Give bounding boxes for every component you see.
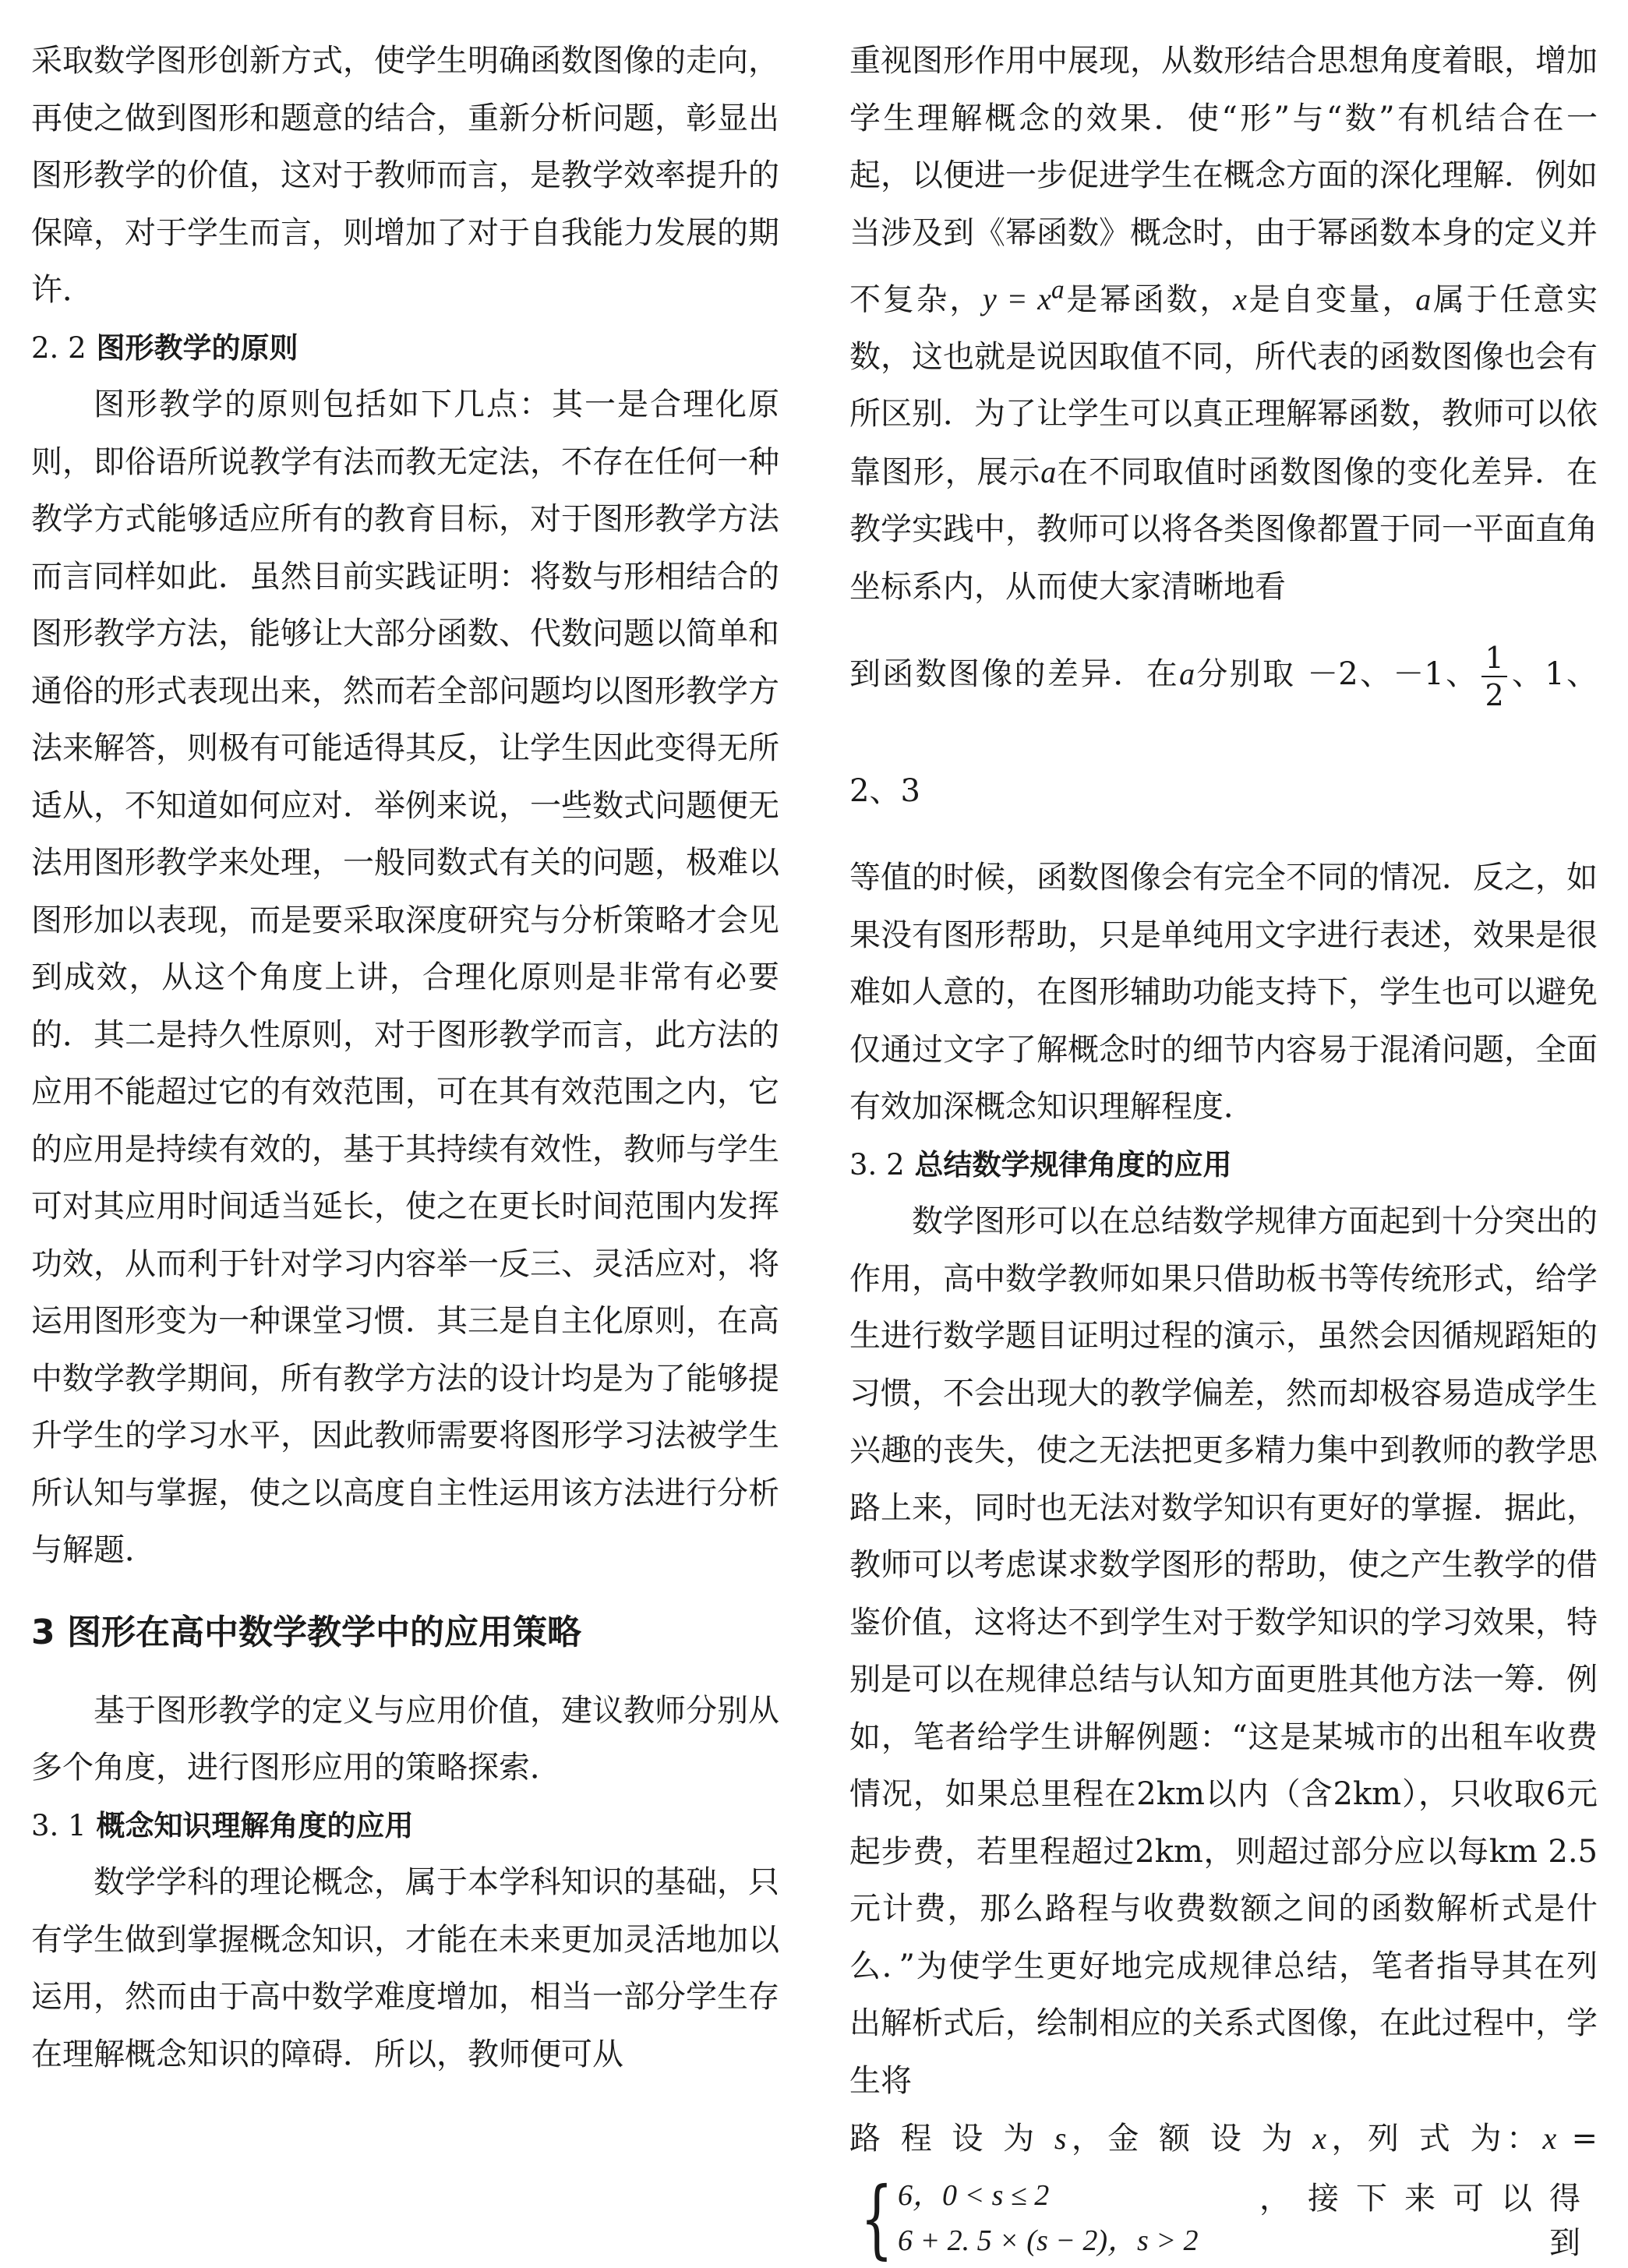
paragraph-text: 数学图形可以在总结数学规律方面起到十分突出的作用，高中数学教师如果只借助板书等传统形式，给学生进行数学题目证明过程的演示，虽然会因循规蹈矩的习惯，不会出现大的教学偏差，然而却极容易造成学生兴趣的丧失，使之无法把更多精力集中到教师的教学思路上来，同时也无法对数学知识有更好的掌握．据此，教师可以考虑谋求数学图形的帮助，使之产生教学的借鉴价值，这将达不到学生对于数学知识的学习效果，特别是可以在规律总结与认知方面更胜其他方法一筹．例如，笔者给学生讲解例题：“这是某城市的出租车收费情况，如果总里程在2km以内（含2km），只收取6元起步费，若里程超过2km，则超过部分应以每km 2.5元计费，那么路程与收费数额之间的函数解析式是什么．”为使学生更好地完成规律总结，笔者指导其在列出解析式后，绘制相应的关系式图像，在此过程中，学生将 xyxy=(849,1203,1598,2099)
paragraph-text xyxy=(849,33,1598,616)
paragraph xyxy=(31,1854,779,2083)
case-line: 6，0 < s ≤ 2 xyxy=(898,2178,1050,2212)
text-run: 属于任意实数，这也就是说因取值不同，所代表的函数图像也会有所区别．为了让学生可以真正理解幂函数，教师可以依靠图形，展示 xyxy=(849,281,1598,490)
text-run: 是幂函数， xyxy=(1064,281,1234,318)
paragraph xyxy=(31,376,779,1580)
section-heading-3-2 xyxy=(849,1136,1598,1194)
left-brace-icon: { xyxy=(860,2167,893,2268)
math-variable: x xyxy=(1312,2121,1327,2157)
text-run: 路 程 设 为 xyxy=(849,2121,1040,2157)
section-heading-3 xyxy=(31,1609,779,1656)
text-run: 重视图形作用中展现，从数形结合思想角度着眼，增加学生理解概念的效果．使“形”与“数”有机结合在一起，以便进一步促进学生在概念方面的深化理解．例如当涉及到《幂函数》概念时，由于幂函数本身的定义并不复杂， xyxy=(849,43,1598,318)
math-variable: a xyxy=(1415,281,1432,317)
fraction xyxy=(1481,641,1506,713)
paragraph xyxy=(849,33,1598,1136)
paragraph-text xyxy=(849,2110,1598,2168)
text-run: 分别取 －2、－1、 xyxy=(1195,656,1479,693)
text-run: 在不同取值时函数图像的变化差异．在教学实践中，教师可以将各类图像都置于同一平面直角坐标系内，从而使大家清晰地看 xyxy=(849,454,1598,605)
left-column xyxy=(31,33,779,2083)
text-run: = xyxy=(1556,2121,1598,2157)
piecewise-formula xyxy=(849,2167,1598,2268)
fraction-denominator: 2 xyxy=(1485,678,1504,713)
math-variable: x xyxy=(1233,281,1247,317)
paragraph-text xyxy=(849,616,1598,850)
text-run: 到函数图像的差异．在 xyxy=(849,656,1180,693)
section-number: 3 xyxy=(31,1612,55,1652)
text-run: 是自变量， xyxy=(1246,281,1416,318)
math-variable: a xyxy=(1179,656,1195,692)
exponent: a xyxy=(1051,276,1065,305)
paragraph-text: 基于图形教学的定义与应用价值，建议教师分别从多个角度，进行图形应用的策略探索． xyxy=(31,1692,779,1786)
text-run: ，列 式 为： xyxy=(1326,2121,1543,2157)
section-heading-3-1 xyxy=(31,1797,779,1855)
text-run: ，接下来可以得到 xyxy=(1259,2180,1598,2261)
paragraph-text: 采取数学图形创新方式，使学生明确函数图像的走向，再使之做到图形和题意的结合，重新分析问题，彰显出图形教学的价值，这对于教师而言，是教学效率提升的保障，对于学生而言，则增加了对于自我能力发展的期许． xyxy=(31,43,779,308)
section-number: 2. 2 xyxy=(31,330,87,365)
paragraph-text: 图形教学的原则包括如下几点：其一是合理化原则，即俗语所说教学有法而教无定法，不存在任何一种教学方式能够适应所有的教育目标，对于图形教学方法而言同样如此．虽然目前实践证明：将数与形相结合的图形教学方法，能够让大部分函数、代数问题以简单和通俗的形式表现出来，然而若全部问题均以图形教学方法来解答，则极有可能适得其反，让学生因此变得无所适从，不知道如何应对．举例来说，一些数式问题便无法用图形教学来处理，一般同数式有关的问题，极难以图形加以表现，而是要采取深度研究与分析策略才会见到成效，从这个角度上讲，合理化原则是非常有必要的．其二是持久性原则，对于图形教学而言，此方法的应用不能超过它的有效范围，可在其有效范围之内，它的应用是持续有效的，基于其持续有效性，教师与学生可对其应用时间适当延长，使之在更长时间范围内发挥功效，从而利于针对学习内容举一反三、灵活应对，将运用图形变为一种课堂习惯．其三是自主化原则，在高中数学教学期间，所有教学方法的设计均是为了能够提升学生的学习水平，因此教师需要将图形学习法被学生所认知与掌握，使之以高度自主性运用该方法进行分析与解题． xyxy=(31,387,779,1568)
section-title: 图形教学的原则 xyxy=(96,330,298,365)
section-title: 图形在高中数学教学中的应用策略 xyxy=(66,1612,581,1652)
section-number: 3. 1 xyxy=(31,1808,87,1842)
section-number: 3. 2 xyxy=(849,1147,905,1182)
math-expression xyxy=(982,276,1065,317)
formula: y = x xyxy=(982,281,1051,317)
text-run: ，金 额 设 为 xyxy=(1066,2121,1298,2157)
case-line: 6 + 2. 5 × (s − 2)，s > 2 xyxy=(898,2224,1199,2257)
paragraph xyxy=(849,2110,1598,2168)
paragraph xyxy=(31,33,779,320)
right-column xyxy=(849,33,1598,2268)
fraction-numerator: 1 xyxy=(1481,643,1506,677)
paragraph xyxy=(31,1683,779,1797)
paragraph-text: 等值的时候，函数图像会有完全不同的情况．反之，如果没有图形帮助，只是单纯用文字进行表述，效果是很难如人意的，在图形辅助功能支持下，学生也可以避免仅通过文字了解概念时的细节内容易于混淆问题，全面有效加深概念知识理解程度． xyxy=(849,860,1598,1125)
paragraph xyxy=(849,1193,1598,2110)
math-variable: x xyxy=(1542,2121,1557,2157)
math-variable: s xyxy=(1054,2121,1067,2157)
piecewise-cases xyxy=(898,2173,1198,2263)
math-variable: a xyxy=(1040,454,1057,489)
section-title: 概念知识理解角度的应用 xyxy=(96,1808,414,1842)
section-heading-2-2 xyxy=(31,320,779,377)
text-run: 、1、2、3 xyxy=(849,656,1598,810)
paragraph-text: 数学学科的理论概念，属于本学科知识的基础，只有学生做到掌握概念知识，才能在未来更加灵活地加以运用，然而由于高中数学难度增加，相当一部分学生存在理解概念知识的障碍．所以，教师便可从 xyxy=(31,1864,779,2072)
section-title: 总结数学规律角度的应用 xyxy=(914,1147,1232,1182)
